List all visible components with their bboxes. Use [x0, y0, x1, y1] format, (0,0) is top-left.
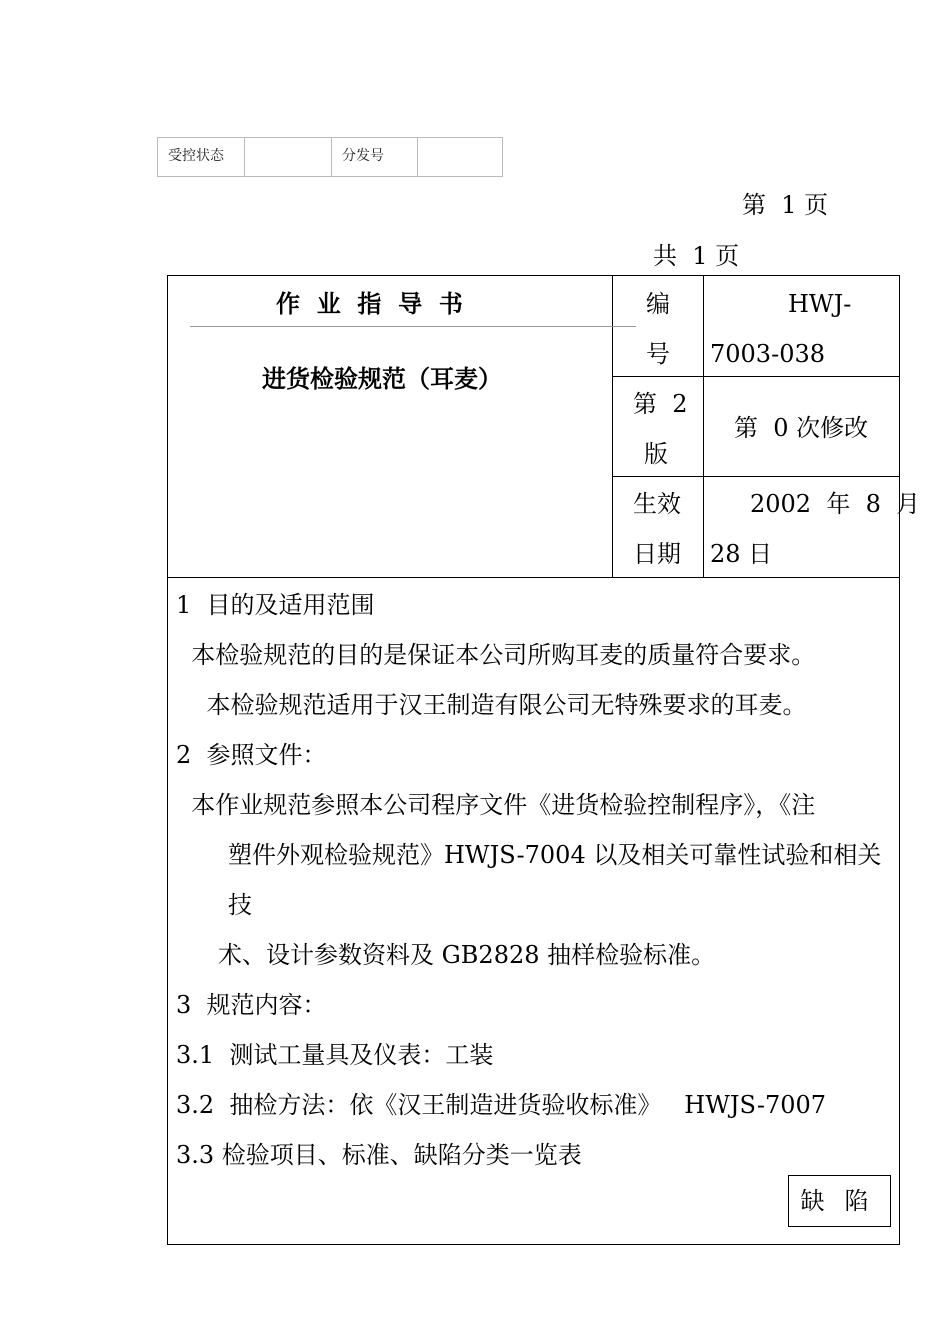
- edition-label: 版: [644, 440, 668, 468]
- grid-line: [703, 276, 704, 577]
- body-paragraph: 本检验规范的目的是保证本公司所购耳麦的质量符合要求。: [176, 641, 816, 669]
- subsection: 3.2 抽检方法：依《汉王制造进货验收标准》 HWJS-7007: [176, 1091, 827, 1119]
- section-heading: 3 规范内容：: [176, 991, 327, 1019]
- subsection: 3.1 测试工量具及仪表：工装: [176, 1041, 494, 1069]
- page-number: 第 1 页: [742, 191, 829, 219]
- section-heading: 1 目的及适用范围: [176, 591, 375, 619]
- page-total: 共 1 页: [653, 242, 740, 270]
- date-value: 28 日: [710, 540, 773, 568]
- body-paragraph: 塑件外观检验规范》HWJS-7004 以及相关可靠性试验和相关: [228, 841, 882, 869]
- distribution-label: 分发号: [332, 138, 418, 176]
- grid-line: [168, 577, 900, 578]
- control-status-value: [245, 138, 332, 176]
- code-value: HWJ-: [788, 290, 852, 318]
- body-paragraph: 本作业规范参照本公司程序文件《进货检验控制程序》，《注: [176, 791, 816, 819]
- body-paragraph: 技: [228, 891, 252, 919]
- doc-title: 进货检验规范（耳麦）: [262, 364, 502, 393]
- date-label: 生效: [633, 490, 681, 518]
- code-value: 7003-038: [710, 340, 825, 368]
- grid-line: [612, 276, 613, 577]
- date-value: 2002 年 8 月: [750, 490, 921, 518]
- section-heading: 2 参照文件：: [176, 741, 327, 769]
- body-paragraph: 术、设计参数资料及 GB2828 抽样检验标准。: [218, 941, 716, 969]
- revision-value: 第 0 次修改: [734, 414, 869, 442]
- distribution-value: [418, 138, 502, 176]
- control-table: [157, 137, 503, 177]
- date-label: 日期: [633, 540, 681, 568]
- code-label: 号: [646, 340, 670, 368]
- body-paragraph: 本检验规范适用于汉王制造有限公司无特殊要求的耳麦。: [176, 691, 807, 719]
- control-status-label: 受控状态: [158, 138, 245, 176]
- defect-column-header: 缺陷: [788, 1175, 891, 1227]
- instruction-table: [167, 275, 921, 1245]
- subsection: 3.3 检验项目、标准、缺陷分类一览表: [176, 1141, 582, 1169]
- edition-label: 第 2: [633, 390, 688, 418]
- doc-type: 作 业 指 导 书: [276, 289, 463, 318]
- code-label: 编: [646, 290, 670, 318]
